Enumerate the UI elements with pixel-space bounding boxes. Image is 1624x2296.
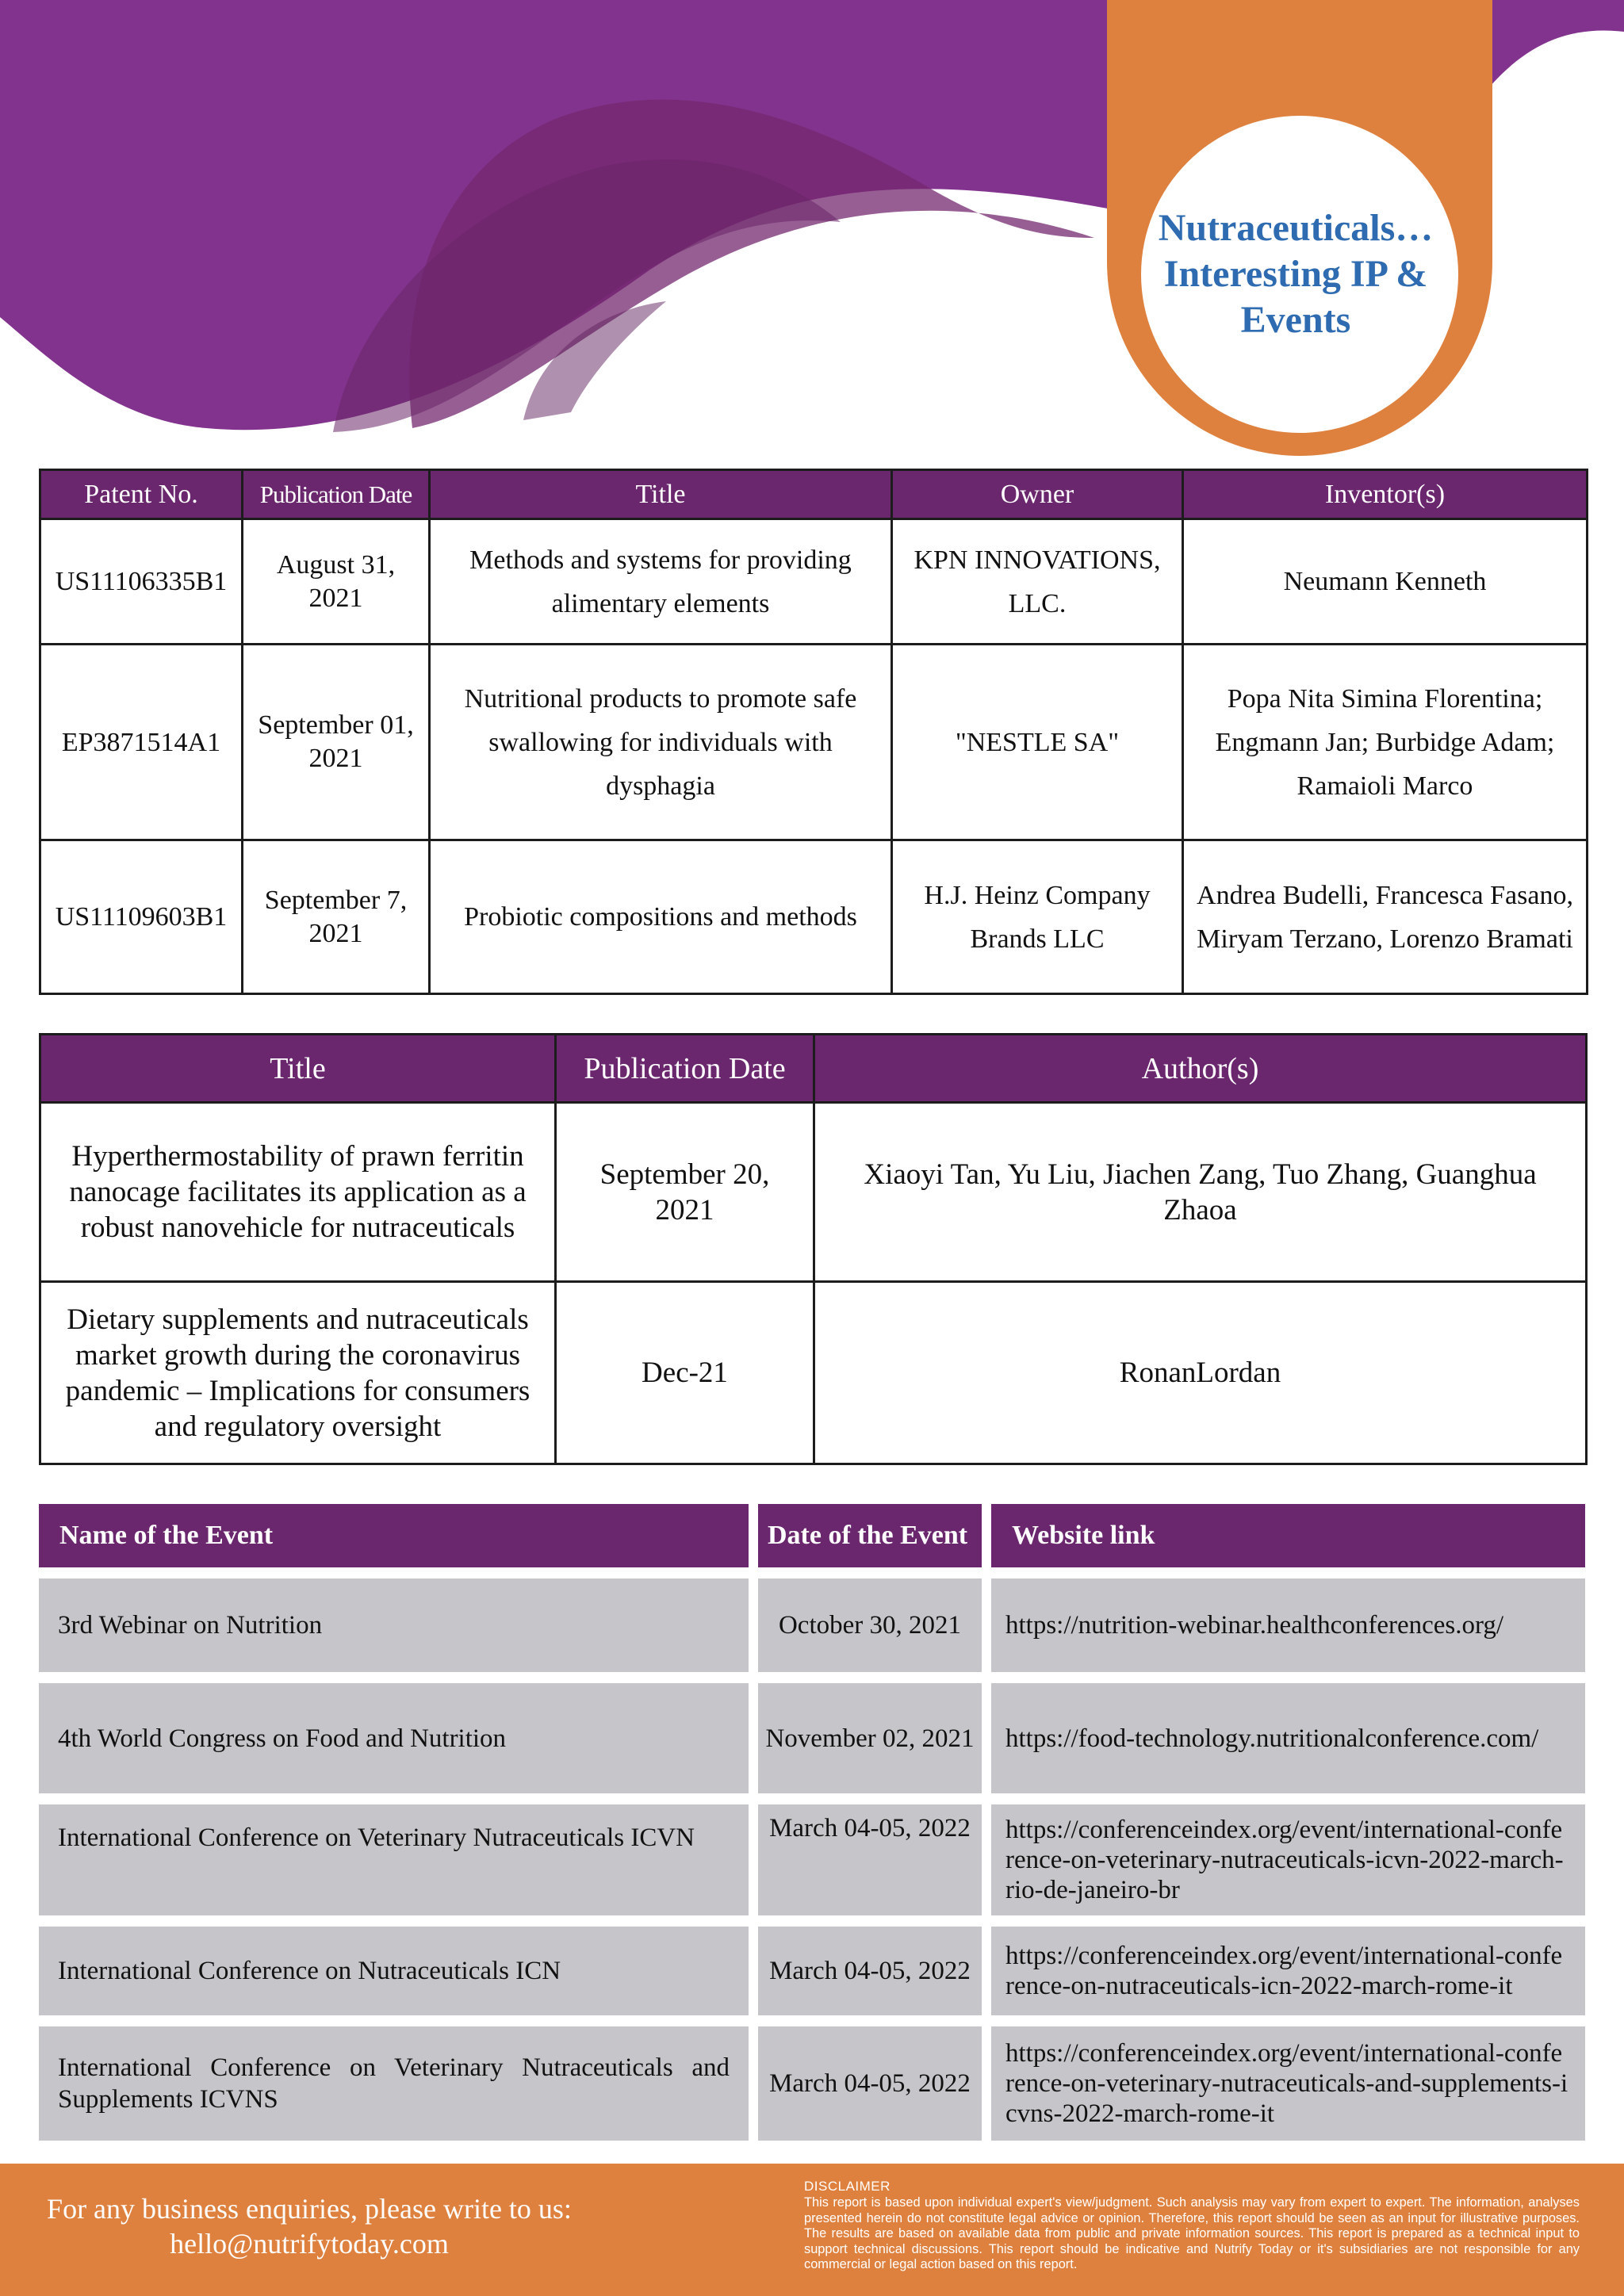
event-date: March 04-05, 2022 — [758, 2026, 982, 2141]
papers-header-row — [40, 1035, 1587, 1103]
table-row — [39, 1804, 1585, 1915]
patents-header-owner: Owner — [892, 470, 1183, 519]
table-row — [40, 645, 1588, 840]
disclaimer-text: This report is based upon individual expert's view/judgment. Such analysis may vary from expert to expert. The information, analyses presented herein do not constitute legal advice or opinion. Therefore, this report should be seen as an input for illustrative purposes. The results are based on available data from public and private information sources. This report is prepared as a technical input to support technical discussions. This report should be indicative and Nutrify Today or it's subsidiaries are not responsible for any commercial or legal action based on this report. — [804, 2195, 1580, 2272]
table-row — [39, 2026, 1585, 2141]
patents-header-patent-no: Patent No. — [40, 470, 243, 519]
paper-date: Dec-21 — [556, 1282, 814, 1464]
paper-title: Hyperthermostability of prawn ferritin nanocage facilitates its application as a robust nanovehicle for nutraceuticals — [40, 1103, 556, 1282]
patent-number: EP3871514A1 — [40, 645, 243, 840]
contact-block — [32, 2191, 587, 2261]
patent-inventors: Popa Nita Simina Florentina; Engmann Jan; Burbidge Adam; Ramaioli Marco — [1183, 645, 1588, 840]
patent-title: Probiotic compositions and methods — [430, 840, 892, 994]
papers-header-title: Title — [40, 1035, 556, 1103]
page-title-line-3: Events — [1240, 299, 1351, 341]
event-website-link[interactable]: https://nutrition-webinar.healthconferences.org/ — [991, 1578, 1585, 1672]
table-row — [40, 1103, 1587, 1282]
patent-date: August 31, 2021 — [243, 519, 430, 645]
contact-email[interactable]: hello@nutrifytoday.com — [170, 2228, 449, 2260]
patent-date: September 7, 2021 — [243, 840, 430, 994]
events-header-website: Website link — [991, 1504, 1585, 1567]
table-row — [40, 519, 1588, 645]
table-row — [39, 1578, 1585, 1672]
events-header-name: Name of the Event — [39, 1504, 749, 1567]
events-header-row — [39, 1504, 1585, 1567]
patents-table — [39, 469, 1588, 995]
paper-authors: Xiaoyi Tan, Yu Liu, Jiachen Zang, Tuo Zhang, Guanghua Zhaoa — [814, 1103, 1587, 1282]
table-row — [40, 840, 1588, 994]
event-date: November 02, 2021 — [758, 1683, 982, 1793]
paper-title: Dietary supplements and nutraceuticals market growth during the coronavirus pandemic – Implications for consumers and regulatory oversight — [40, 1282, 556, 1464]
event-website-link[interactable]: https://conferenceindex.org/event/international-conference-on-veterinary-nutraceuticals-icvn-2022-march-rio-de-janeiro-br — [991, 1804, 1585, 1915]
event-website-link[interactable]: https://conferenceindex.org/event/international-conference-on-nutraceuticals-icn-2022-march-rome-it — [991, 1927, 1585, 2015]
page-title — [1139, 179, 1453, 369]
papers-header-publication-date: Publication Date — [556, 1035, 814, 1103]
event-name: International Conference on Veterinary Nutraceuticals ICVN — [39, 1804, 749, 1915]
patent-date: September 01, 2021 — [243, 645, 430, 840]
patent-inventors: Andrea Budelli, Francesca Fasano, Miryam Terzano, Lorenzo Bramati — [1183, 840, 1588, 994]
event-date: March 04-05, 2022 — [758, 1804, 982, 1915]
paper-authors: RonanLordan — [814, 1282, 1587, 1464]
event-name: International Conference on Nutraceuticals ICN — [39, 1927, 749, 2015]
disclaimer-heading: DISCLAIMER — [804, 2179, 891, 2194]
patent-inventors: Neumann Kenneth — [1183, 519, 1588, 645]
patent-owner: "NESTLE SA" — [892, 645, 1183, 840]
patent-number: US11106335B1 — [40, 519, 243, 645]
paper-date: September 20, 2021 — [556, 1103, 814, 1282]
event-date: October 30, 2021 — [758, 1578, 982, 1672]
event-date: March 04-05, 2022 — [758, 1927, 982, 2015]
table-row — [39, 1683, 1585, 1793]
patent-title: Nutritional products to promote safe swallowing for individuals with dysphagia — [430, 645, 892, 840]
contact-line: For any business enquiries, please write to us: — [47, 2193, 572, 2225]
patent-owner: KPN INNOVATIONS, LLC. — [892, 519, 1183, 645]
page-title-line-1: Nutraceuticals… — [1158, 207, 1434, 249]
events-table — [29, 1493, 1595, 2152]
table-row — [40, 1282, 1587, 1464]
table-row — [39, 1927, 1585, 2015]
page-title-line-2: Interesting IP & — [1163, 253, 1428, 295]
patents-header-title: Title — [430, 470, 892, 519]
papers-table — [39, 1033, 1588, 1465]
event-website-link[interactable]: https://food-technology.nutritionalconference.com/ — [991, 1683, 1585, 1793]
patents-header-inventors: Inventor(s) — [1183, 470, 1588, 519]
patent-title: Methods and systems for providing alimentary elements — [430, 519, 892, 645]
event-name: 3rd Webinar on Nutrition — [39, 1578, 749, 1672]
event-website-link[interactable]: https://conferenceindex.org/event/international-conference-on-veterinary-nutraceuticals-and-supplements-icvns-2022-march-rome-it — [991, 2026, 1585, 2141]
patents-header-row — [40, 470, 1588, 519]
papers-header-authors: Author(s) — [814, 1035, 1587, 1103]
event-name: International Conference on Veterinary Nutraceuticals and Supplements ICVNS — [39, 2026, 749, 2141]
event-name: 4th World Congress on Food and Nutrition — [39, 1683, 749, 1793]
patent-number: US11109603B1 — [40, 840, 243, 994]
patents-header-publication-date: Publication Date — [243, 470, 430, 519]
patent-owner: H.J. Heinz Company Brands LLC — [892, 840, 1183, 994]
events-header-date: Date of the Event — [758, 1504, 982, 1567]
